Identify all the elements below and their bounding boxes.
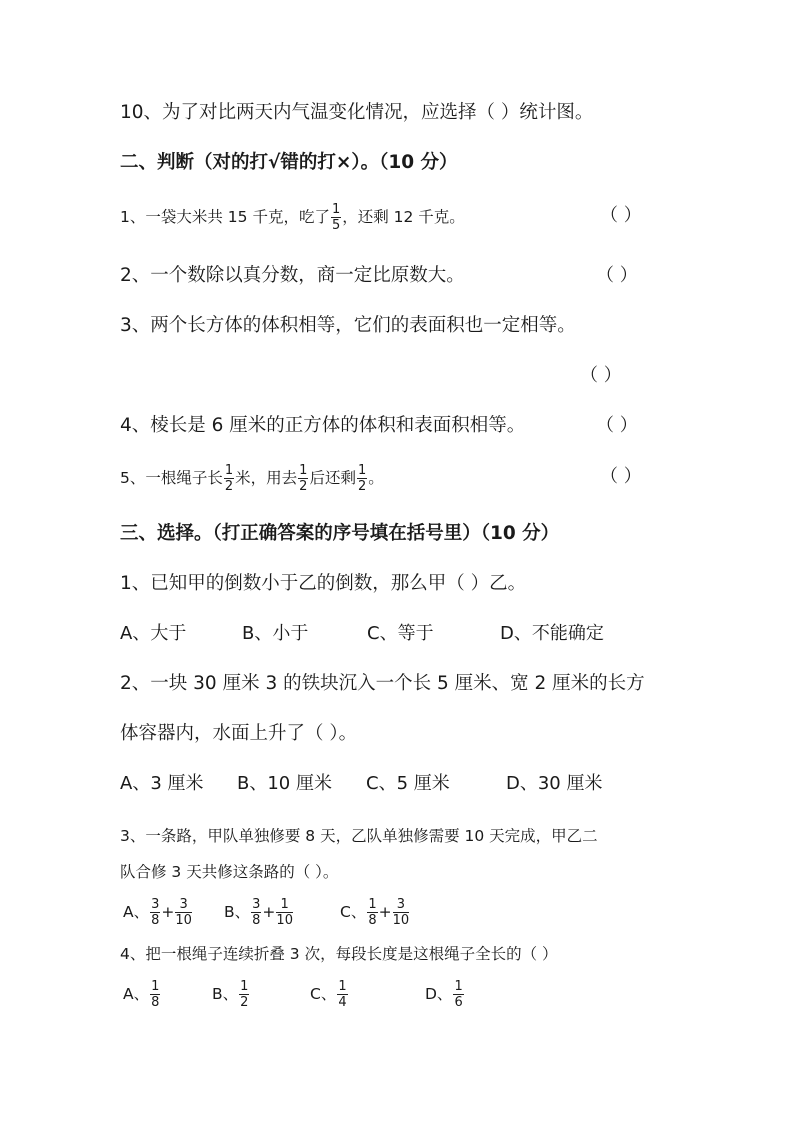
judge-item-2: 2、一个数除以真分数，商一定比原数大。 — [120, 265, 465, 286]
option-label: C、 — [340, 903, 367, 921]
choice-4-option-b[interactable] — [212, 980, 250, 1009]
fraction-denominator: 2 — [299, 479, 308, 494]
fraction-numerator: 3 — [175, 898, 192, 913]
judge-5-text-a: 5、一根绳子长 — [120, 469, 223, 487]
check-mark-icon: √ — [268, 152, 281, 173]
fraction-denominator: 8 — [151, 995, 160, 1010]
choice-question-1: 1、已知甲的倒数小于乙的倒数，那么甲（ ）乙。 — [120, 573, 527, 594]
answer-blank-judge-1[interactable]: （ ） — [600, 205, 642, 226]
plus-sign: + — [378, 903, 392, 921]
fraction-denominator: 10 — [175, 913, 192, 928]
answer-blank-judge-3[interactable]: （ ） — [580, 365, 622, 386]
choice-question-3-line-2: 队合修 3 天共修这条路的（ ）。 — [120, 863, 339, 881]
fraction-numerator: 1 — [151, 979, 160, 994]
answer-blank-judge-4[interactable]: （ ） — [596, 415, 638, 436]
option-label: D、 — [425, 985, 453, 1003]
section-2-title-a: 二、判断（对的打 — [120, 152, 269, 173]
answer-blank-judge-5[interactable]: （ ） — [600, 466, 642, 487]
option-label: A、 — [123, 903, 150, 921]
judge-item-3: 3、两个长方体的体积相等，它们的表面积也一定相等。 — [120, 315, 576, 336]
fraction-numerator: 1 — [224, 463, 234, 478]
choice-2-option-d[interactable]: D、30 厘米 — [506, 773, 603, 794]
fraction — [276, 898, 293, 927]
fraction-denominator: 8 — [368, 913, 377, 928]
fraction — [331, 203, 341, 232]
option-label: C、 — [310, 985, 337, 1003]
choice-1-option-a[interactable]: A、大于 — [120, 623, 187, 644]
plus-sign: + — [161, 903, 175, 921]
section-2-title — [120, 150, 458, 176]
choice-1-option-b[interactable]: B、小于 — [242, 623, 309, 644]
fraction — [357, 464, 367, 493]
fraction — [337, 980, 347, 1009]
judge-item-4: 4、棱长是 6 厘米的正方体的体积和表面积相等。 — [120, 415, 526, 436]
judge-item-5 — [120, 464, 384, 493]
fraction-numerator: 3 — [151, 897, 160, 912]
judge-5-text-b: 米，用去 — [235, 469, 298, 487]
fraction — [239, 980, 249, 1009]
fraction-numerator: 3 — [393, 898, 410, 913]
choice-4-option-a[interactable] — [123, 980, 161, 1009]
fraction — [367, 898, 377, 927]
judge-1-text-a: 1、一袋大米共 15 千克，吃了 — [120, 208, 330, 226]
choice-3-option-c[interactable] — [340, 898, 410, 927]
fraction — [224, 464, 234, 493]
plus-sign: + — [262, 903, 276, 921]
fraction-denominator: 8 — [151, 913, 160, 928]
fraction-numerator: 1 — [338, 979, 347, 994]
choice-2-option-b[interactable]: B、10 厘米 — [237, 773, 332, 794]
answer-blank-judge-2[interactable]: （ ） — [596, 265, 638, 286]
fraction-numerator: 1 — [357, 463, 367, 478]
choice-4-option-d[interactable] — [425, 980, 465, 1009]
choice-3-option-a[interactable] — [123, 898, 193, 927]
fraction-denominator: 4 — [338, 995, 347, 1010]
fraction-denominator: 8 — [252, 913, 261, 928]
judge-1-text-b: ，还剩 12 千克。 — [342, 208, 465, 226]
choice-1-option-d[interactable]: D、不能确定 — [500, 623, 604, 644]
fraction-denominator: 10 — [276, 913, 293, 928]
fraction — [251, 898, 261, 927]
fraction — [175, 898, 192, 927]
choice-3-option-b[interactable] — [224, 898, 294, 927]
choice-question-3-line-1: 3、一条路，甲队单独修要 8 天，乙队单独修需要 10 天完成，甲乙二 — [120, 827, 598, 845]
fraction-numerator: 1 — [240, 979, 249, 994]
fraction — [150, 980, 160, 1009]
fraction-denominator: 2 — [240, 995, 249, 1010]
section-3-title: 三、选择。（打正确答案的序号填在括号里）（10 分） — [120, 523, 560, 544]
judge-5-text-d: 。 — [368, 469, 384, 487]
fraction — [393, 898, 410, 927]
section-2-title-b: 错的打×）。（10 分） — [280, 152, 458, 173]
judge-item-1 — [120, 203, 465, 232]
option-label: B、 — [212, 985, 239, 1003]
fraction-numerator: 3 — [252, 897, 261, 912]
option-label: B、 — [224, 903, 251, 921]
choice-2-option-a[interactable]: A、3 厘米 — [120, 773, 204, 794]
fraction-numerator: 1 — [454, 979, 463, 994]
fraction-denominator: 6 — [454, 995, 463, 1010]
choice-question-2-line-2: 体容器内，水面上升了（ ）。 — [120, 723, 358, 744]
fraction-numerator: 1 — [299, 463, 308, 478]
choice-1-option-c[interactable]: C、等于 — [367, 623, 434, 644]
fraction-numerator: 1 — [331, 202, 341, 217]
judge-5-text-c: 后还剩 — [309, 469, 356, 487]
fraction-denominator: 2 — [357, 479, 367, 494]
fraction-numerator: 1 — [368, 897, 377, 912]
choice-4-option-c[interactable] — [310, 980, 349, 1009]
question-10: 10、为了对比两天内气温变化情况，应选择（ ）统计图。 — [120, 102, 594, 123]
choice-question-2-line-1: 2、一块 30 厘米 3 的铁块沉入一个长 5 厘米、宽 2 厘米的长方 — [120, 673, 645, 694]
fraction — [298, 464, 308, 493]
fraction-denominator: 5 — [331, 218, 341, 233]
option-label: A、 — [123, 985, 150, 1003]
fraction — [150, 898, 160, 927]
choice-question-4: 4、把一根绳子连续折叠 3 次，每段长度是这根绳子全长的（ ） — [120, 945, 558, 963]
fraction-denominator: 2 — [224, 479, 234, 494]
fraction — [453, 980, 463, 1009]
fraction-numerator: 1 — [276, 898, 293, 913]
choice-2-option-c[interactable]: C、5 厘米 — [366, 773, 450, 794]
fraction-denominator: 10 — [392, 913, 410, 928]
